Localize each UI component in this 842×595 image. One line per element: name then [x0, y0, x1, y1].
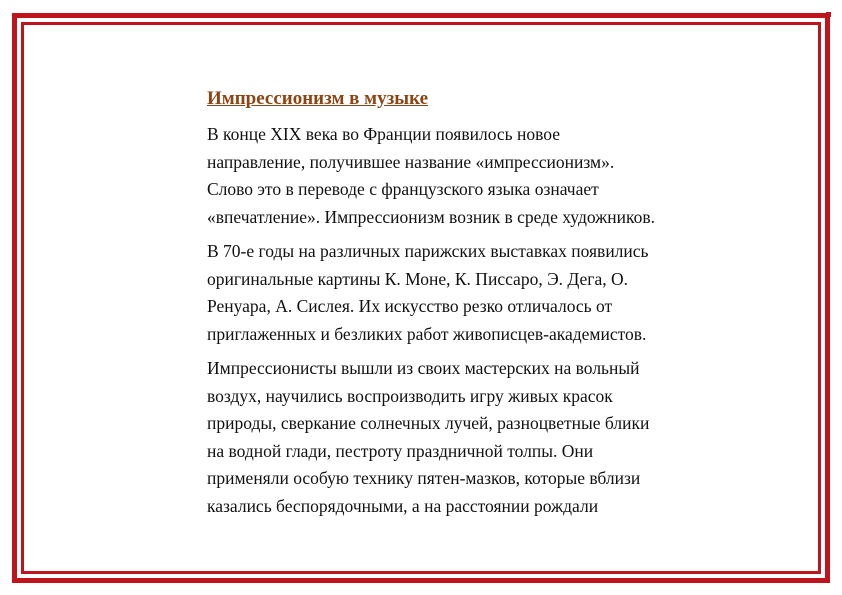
slide-title: Импрессионизм в музыке: [207, 88, 428, 109]
text-line: направление, получившее название «импрессионизм».: [207, 151, 615, 172]
text-line: казались беспорядочными, а на расстоянии рождали: [207, 495, 599, 516]
text-line: на водной глади, пестроту праздничной толпы. Они: [207, 440, 594, 461]
text-line: оригинальные картины К. Моне, К. Писсаро, Э. Дега, О.: [207, 268, 629, 289]
text-line: Импрессионисты вышли из своих мастерских на вольный: [207, 358, 640, 378]
text-line: воздух, научились воспроизводить игру живых красок: [207, 385, 613, 406]
corner-decoration: [826, 12, 831, 17]
paragraph-1: [207, 121, 737, 231]
text-line: применяли особую технику пятен-мазков, которые вблизи: [207, 468, 641, 488]
text-line: Ренуара, А. Сислея. Их искусство резко отличалось от: [207, 296, 613, 316]
slide-content: [207, 86, 737, 527]
text-line: приглаженных и безликих работ живописцев-академистов.: [207, 323, 647, 344]
text-line: природы, сверкание солнечных лучей, разноцветные блики: [207, 413, 650, 433]
text-line: В конце XIX века во Франции появилось новое: [207, 124, 561, 144]
text-line: «впечатление». Импрессионизм возник в среде художников.: [207, 206, 655, 227]
paragraph-3: [207, 355, 737, 520]
text-line: В 70-е годы на различных парижских выставках появились: [207, 241, 649, 261]
paragraph-2: [207, 238, 737, 348]
text-line: Слово это в переводе с французского языка означает: [207, 179, 599, 199]
